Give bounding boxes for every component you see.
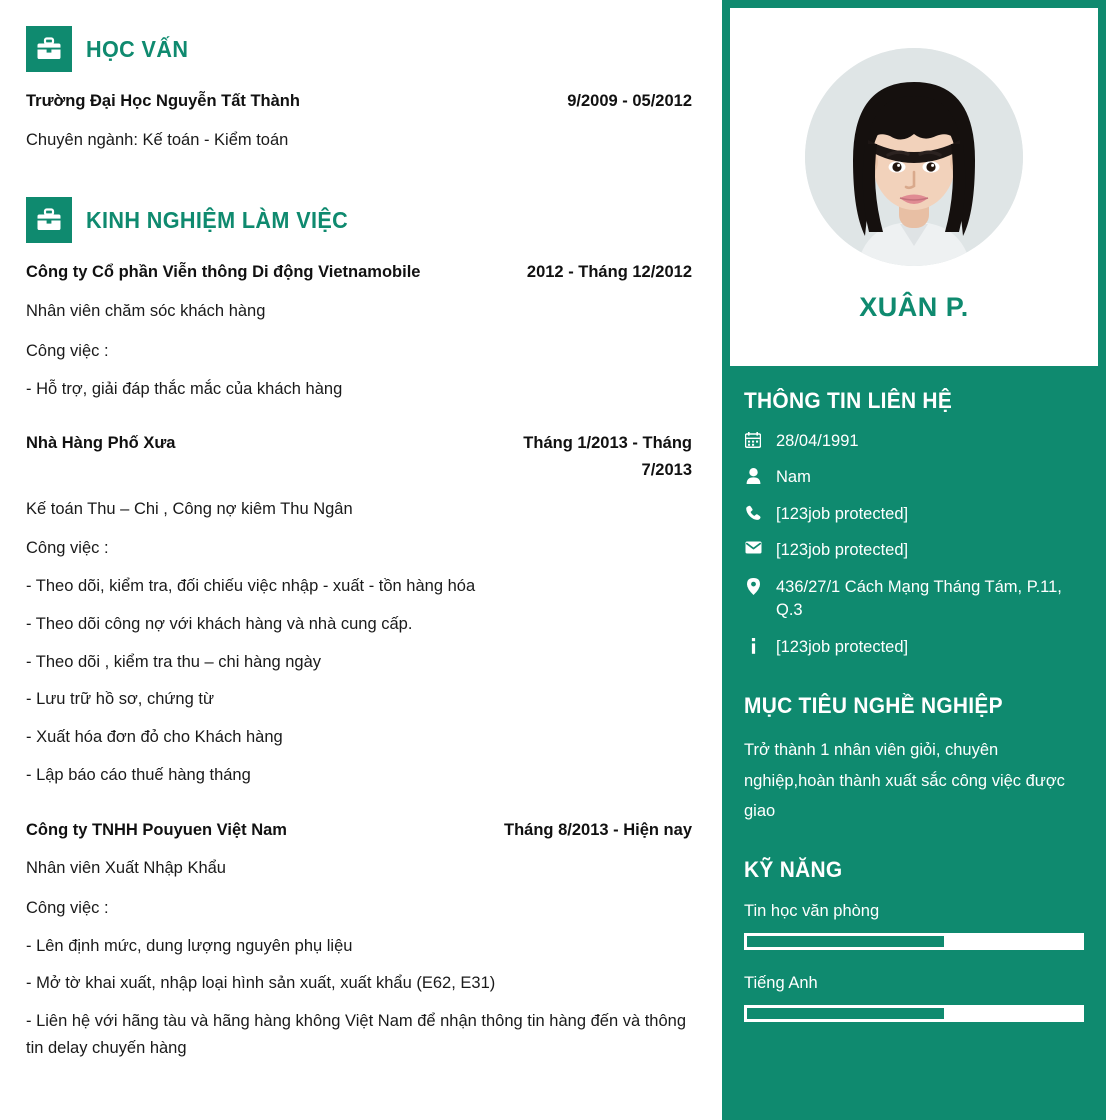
sidebar [722, 0, 1106, 1120]
contact-value: [123job protected] [776, 504, 909, 523]
contact-value: 28/04/1991 [776, 432, 859, 450]
job-bullets [26, 573, 692, 788]
contact-value: 436/27/1 Cách Mạng Tháng Tám, P.11, Q.3 [776, 577, 1062, 620]
profile-card [730, 8, 1098, 366]
calendar-icon [744, 430, 762, 448]
phone-icon [744, 503, 762, 521]
bullet-item: - Mở tờ khai xuất, nhập loại hình sản xuất, xuất khẩu (E62, E31) [26, 974, 496, 993]
contact-value: [123job protected] [776, 637, 909, 656]
education-heading: HỌC VẤN [86, 35, 189, 62]
contact-item-birthdate [744, 430, 1084, 453]
contact-value: Nam [776, 468, 811, 487]
sidebar-body [722, 366, 1106, 1022]
bullet-item: - Lên định mức, dung lượng nguyên phụ liệu [26, 936, 353, 955]
briefcase-icon [26, 197, 72, 243]
company-dates: Tháng 1/2013 - Tháng 7/2013 [523, 434, 692, 480]
work-label: Công việc : [26, 898, 109, 917]
bullet-item: - Lưu trữ hồ sơ, chứng từ [26, 690, 214, 709]
work-label: Công việc : [26, 341, 109, 360]
bullet-item: - Theo dõi, kiểm tra, đối chiếu việc nhập - xuất - tồn hàng hóa [26, 577, 476, 596]
education-entry [26, 88, 692, 153]
work-label: Công việc : [26, 539, 109, 558]
bullet-item: - Theo dõi công nợ với khách hàng và nhà cung cấp. [26, 614, 413, 633]
bullet-item: - Lập báo cáo thuế hàng tháng [26, 765, 251, 784]
avatar [805, 48, 1023, 266]
experience-entry [26, 430, 692, 788]
experience-entry [26, 817, 692, 1062]
school-name: Trường Đại Học Nguyễn Tất Thành [26, 92, 300, 110]
education-section-header [26, 26, 692, 72]
skill-bar-fill [747, 1008, 944, 1019]
skill-bar-fill [747, 936, 944, 947]
contact-item-phone [744, 503, 1084, 526]
briefcase-icon [26, 26, 72, 72]
skill-item [744, 899, 1084, 950]
skill-bar [744, 933, 1084, 950]
experience-section-header [26, 197, 692, 243]
contact-item-email [744, 539, 1084, 562]
education-major: Chuyên ngành: Kế toán - Kiểm toán [26, 130, 289, 149]
company-name: Nhà Hàng Phố Xưa [26, 434, 176, 453]
skill-name: Tiếng Anh [744, 973, 818, 992]
education-dates: 9/2009 - 05/2012 [567, 92, 692, 110]
company-name: Công ty Cổ phần Viễn thông Di động Vietnamobile [26, 263, 421, 282]
company-dates: 2012 - Tháng 12/2012 [526, 263, 692, 282]
contact-item-address [744, 576, 1084, 623]
skill-item [744, 971, 1084, 1022]
objective-heading: MỤC TIÊU NGHỀ NGHIỆP [744, 692, 1003, 718]
contact-list [744, 430, 1084, 659]
job-bullets [26, 376, 692, 403]
contact-item-gender [744, 466, 1084, 489]
job-bullets [26, 933, 692, 1062]
job-role: Kế toán Thu – Chi , Công nợ kiêm Thu Ngân [26, 499, 353, 518]
job-role: Nhân viên chăm sóc khách hàng [26, 302, 266, 321]
envelope-icon [744, 539, 762, 554]
contact-item-info [744, 636, 1084, 659]
person-icon [744, 466, 762, 484]
bullet-item: - Xuất hóa đơn đỏ cho Khách hàng [26, 728, 283, 747]
skills-heading: KỸ NĂNG [744, 857, 843, 883]
company-name: Công ty TNHH Pouyuen Việt Nam [26, 820, 287, 839]
experience-heading: KINH NGHIỆM LÀM VIỆC [86, 206, 349, 233]
bullet-item: - Hỗ trợ, giải đáp thắc mắc của khách hàng [26, 379, 343, 398]
company-dates: Tháng 8/2013 - Hiện nay [504, 820, 692, 839]
skill-bar [744, 1005, 1084, 1022]
experience-entry [26, 259, 692, 402]
skill-name: Tin học văn phòng [744, 902, 880, 921]
contact-value: [123job protected] [776, 541, 909, 560]
bullet-item: - Theo dõi , kiểm tra thu – chi hàng ngày [26, 652, 322, 671]
bullet-item: - Liên hệ với hãng tàu và hãng hàng không Việt Nam để nhận thông tin hàng đến và thông tin delay chuyến hàng [26, 1012, 687, 1057]
profile-name: XUÂN P. [859, 292, 969, 322]
location-pin-icon [744, 576, 762, 595]
contact-heading: THÔNG TIN LIÊN HỆ [744, 388, 953, 413]
objective-text: Trở thành 1 nhân viên giỏi, chuyên nghiệp,hoàn thành xuất sắc công việc được giao [744, 740, 1065, 821]
job-role: Nhân viên Xuất Nhập Khẩu [26, 859, 226, 878]
info-icon [744, 636, 762, 654]
